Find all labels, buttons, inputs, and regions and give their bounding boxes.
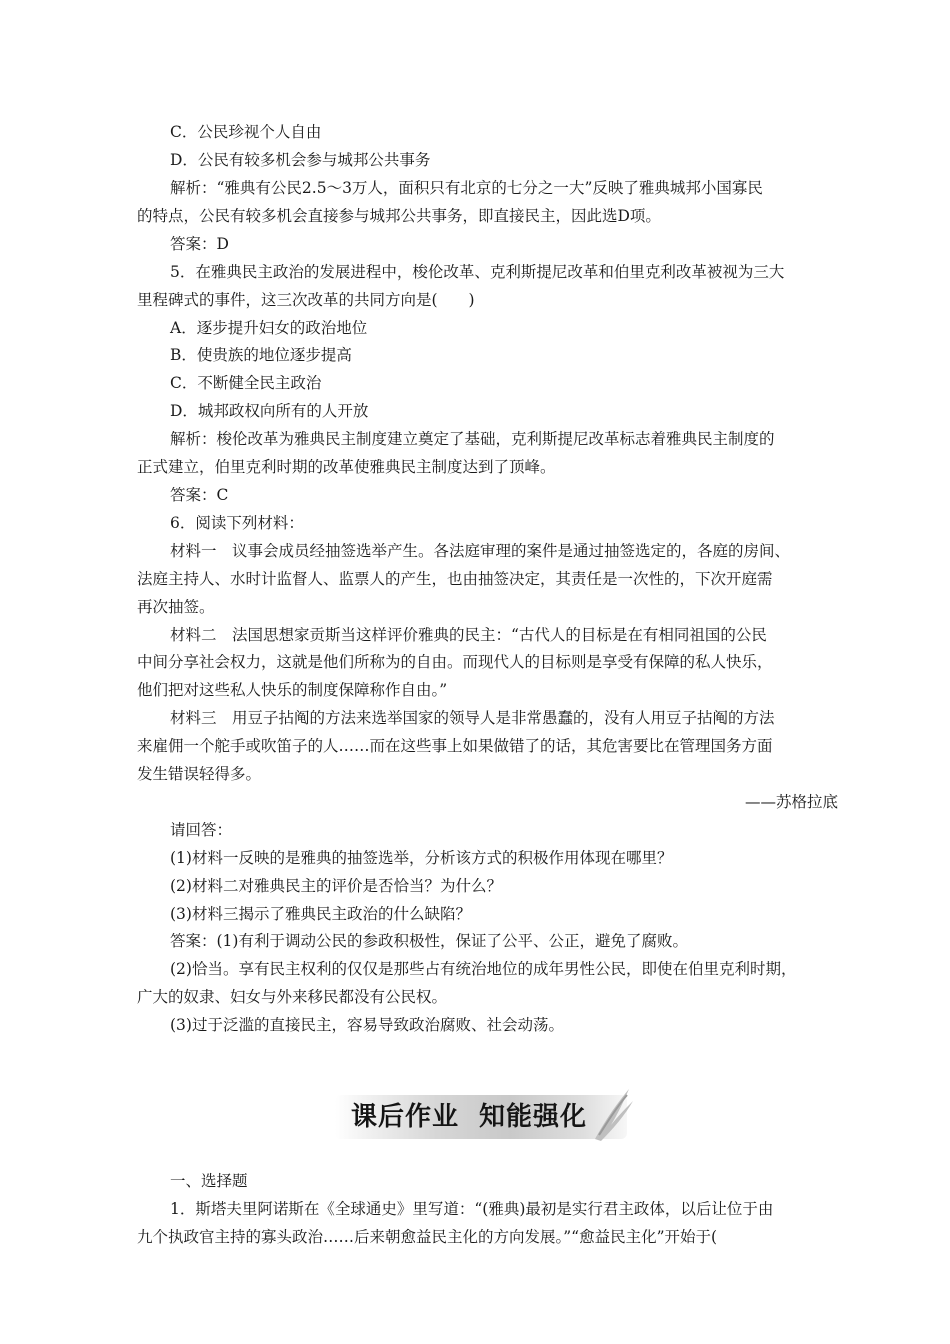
analysis-line: 正式建立，伯里克利时期的改革使雅典民主制度达到了顶峰。	[137, 458, 556, 476]
section-banner	[335, 1085, 635, 1147]
sub-question-line: (1)材料一反映的是雅典的抽签选举，分析该方式的积极作用体现在哪里？	[170, 849, 673, 867]
question-5-line: 里程碑式的事件，这三次改革的共同方向是( )	[137, 291, 475, 309]
banner-title-left: 课后作业	[351, 1102, 460, 1132]
material-1-line: 再次抽签。	[137, 598, 215, 616]
option-c-line: C．不断健全民主政治	[170, 374, 322, 392]
question-6-line: 6．阅读下列材料：	[170, 514, 304, 532]
material-1-line: 材料一 议事会成员经抽签选举产生。各法庭审理的案件是通过抽签选定的，各庭的房间、	[170, 542, 791, 560]
option-c-line: C．公民珍视个人自由	[170, 123, 322, 141]
material-2-line: 中间分享社会权力，这就是他们所称为的自由。而现代人的目标则是享受有保障的私人快乐，	[137, 653, 773, 671]
answer-line: 答案：(1)有利于调动公民的参政积极性，保证了公平、公正，避免了腐败。	[170, 932, 688, 950]
analysis-line: 的特点，公民有较多机会直接参与城邦公共事务，即直接民主，因此选D项。	[137, 207, 661, 225]
question-1-line: 九个执政官主持的寡头政治……后来朝愈益民主化的方向发展。”“愈益民主化”开始于(	[137, 1228, 718, 1246]
section-heading-line: 一、选择题	[170, 1172, 248, 1190]
option-a-line: A．逐步提升妇女的政治地位	[170, 319, 368, 337]
answer-line: (3)过于泛滥的直接民主，容易导致政治腐败、社会动荡。	[170, 1016, 564, 1034]
material-3-line: 发生错误轻得多。	[137, 765, 262, 783]
analysis-line: 解析：“雅典有公民2.5～3万人，面积只有北京的七分之一大”反映了雅典城邦小国寡民	[170, 179, 763, 197]
banner-title-right: 知能强化	[479, 1102, 588, 1132]
option-d-line: D．城邦政权向所有的人开放	[170, 402, 369, 420]
answer-line: 广大的奴隶、妇女与外来移民都没有公民权。	[137, 988, 448, 1006]
prompt-line: 请回答：	[170, 821, 233, 839]
answer-line: 答案：C	[170, 486, 229, 504]
banner-title	[351, 1100, 587, 1134]
analysis-line: 解析：梭伦改革为雅典民主制度建立奠定了基础，克利斯提尼改革标志着雅典民主制度的	[170, 430, 775, 448]
material-2-line: 材料二 法国思想家贡斯当这样评价雅典的民主：“古代人的目标是在有相同祖国的公民	[170, 626, 767, 644]
material-2-line: 他们把对这些私人快乐的制度保障称作自由。”	[137, 681, 448, 699]
material-3-line: 材料三 用豆子拈阄的方法来选举国家的领导人是非常愚蠢的，没有人用豆子拈阄的方法	[170, 709, 775, 727]
question-5-line: 5．在雅典民主政治的发展进程中，梭伦改革、克利斯提尼改革和伯里克利改革被视为三大	[170, 263, 785, 281]
sub-question-line: (2)材料二对雅典民主的评价是否恰当？为什么？	[170, 877, 502, 895]
material-3-line: 来雇佣一个舵手或吹笛子的人……而在这些事上如果做错了的话，其危害要比在管理国务方面	[137, 737, 773, 755]
option-d-line: D．公民有较多机会参与城邦公共事务	[170, 151, 431, 169]
option-b-line: B．使贵族的地位逐步提高	[170, 346, 352, 364]
question-1-line: 1．斯塔夫里阿诺斯在《全球通史》里写道：“(雅典)最初是实行君主政体，以后让位于由	[170, 1200, 774, 1218]
sub-question-line: (3)材料三揭示了雅典民主政治的什么缺陷？	[170, 905, 471, 923]
answer-line: (2)恰当。享有民主权利的仅仅是那些占有统治地位的成年男性公民，即使在伯里克利时期，	[170, 960, 797, 978]
brush-stroke-icon	[589, 1085, 635, 1147]
answer-line: 答案：D	[170, 235, 229, 253]
attribution-line: ——苏格拉底	[744, 793, 838, 811]
material-1-line: 法庭主持人、水时计监督人、监票人的产生，也由抽签决定，其责任是一次性的，下次开庭需	[137, 570, 773, 588]
